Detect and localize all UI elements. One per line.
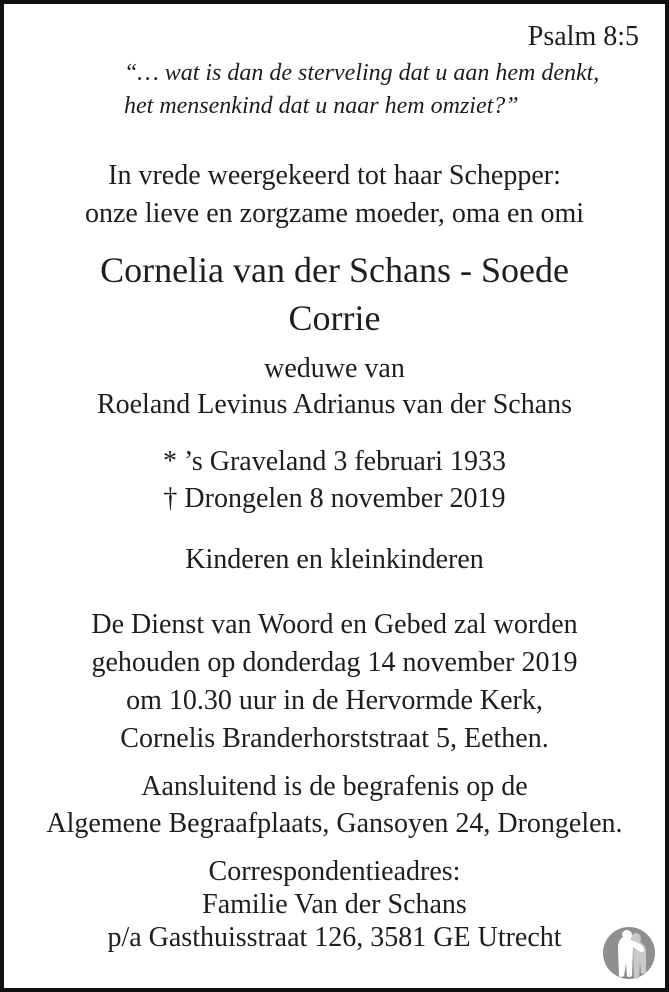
correspondence-block [4,855,665,954]
family-signature: Kinderen en kleinkinderen [185,544,484,575]
correspondence-label: Correspondentieadres: [208,856,461,887]
widow-label: weduwe van [264,353,405,384]
quote-line-1: “… wat is dan de sterveling dat u aan hem denkt, [124,60,600,86]
burial-announcement [4,768,665,842]
burial-line-1: Aansluitend is de begrafenis op de [141,771,528,802]
embracing-figures-icon [602,926,656,980]
life-dates-block [4,443,665,517]
funeral-home-logo [602,926,656,980]
scripture-quote [4,57,665,123]
burial-line-2: Algemene Begraafplaats, Gansoyen 24, Drongelen. [46,808,623,839]
widow-block [4,351,665,423]
spouse-name: Roeland Levinus Adrianus van der Schans [96,389,573,420]
correspondence-address: p/a Gasthuisstraat 126, 3581 GE Utrecht [107,922,562,953]
announcement-intro [4,157,665,233]
service-line-3: om 10.30 uur in de Hervormde Kerk, [126,685,543,716]
announcement-line-2: onze lieve en zorgzame moeder, oma en omi [84,198,585,229]
announcement-line-1: In vrede weergekeerd tot haar Schepper: [108,160,561,191]
service-line-1: De Dienst van Woord en Gebed zal worden [91,609,578,640]
service-announcement [4,606,665,758]
birth-line: * ’s Graveland 3 februari 1933 [163,446,506,477]
quote-line-2: het mensenkind dat u naar hem omziet?” [124,93,519,119]
correspondence-name: Familie Van der Schans [202,889,467,920]
death-line: † Drongelen 8 november 2019 [163,483,506,514]
service-line-4: Cornelis Branderhorststraat 5, Eethen. [120,723,549,754]
deceased-call-name: Corrie [288,298,381,338]
service-line-2: gehouden op donderdag 14 november 2019 [91,647,578,678]
deceased-full-name: Cornelia van der Schans - Soede [100,250,569,290]
deceased-name-block [4,246,665,342]
psalm-reference: Psalm 8:5 [527,21,639,52]
